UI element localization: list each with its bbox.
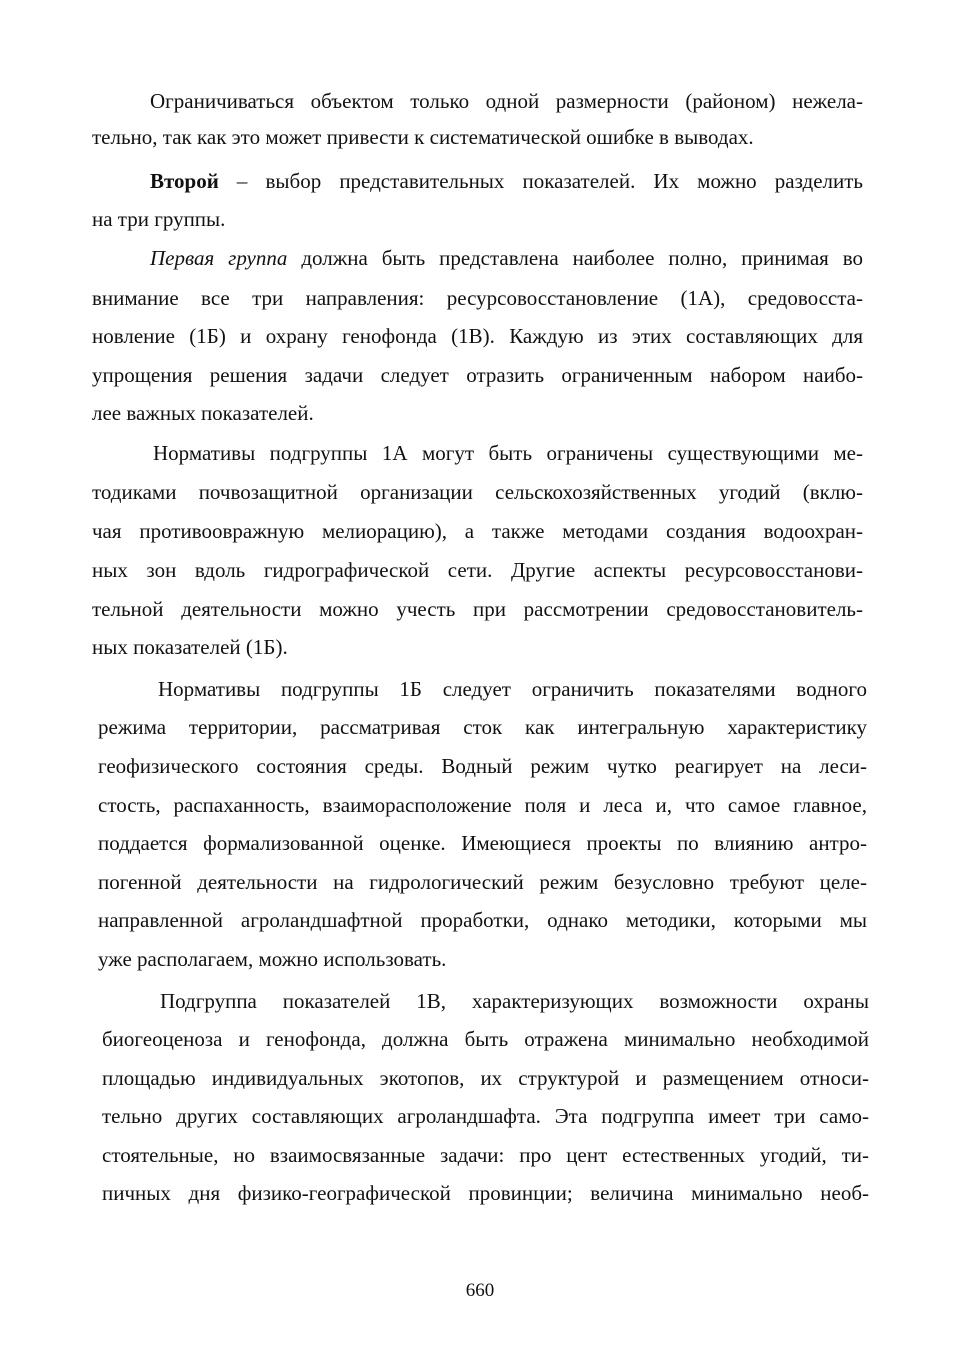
paragraph-4-line-3: чая противоовражную мелиорацию), а также методами создания водоохран-: [92, 519, 863, 543]
paragraph-5-line-3: геофизического состояния среды. Водный режим чутко реагирует на леси-: [98, 754, 867, 778]
paragraph-3-line-4: упрощения решения задачи следует отразить ограниченным набором наибо-: [92, 363, 863, 387]
paragraph-5-line-6: погенной деятельности на гидрологический режим безусловно требуют целе-: [98, 870, 867, 894]
paragraph-2-lead: Второй: [150, 169, 219, 193]
paragraph-4-line-6: ных показателей (1Б).: [92, 635, 288, 659]
paragraph-5-line-4: стость, распаханность, взаиморасположение поля и леса и, что самое главное,: [98, 793, 867, 817]
paragraph-6-line-5: стоятельные, но взаимосвязанные задачи: про цент естественных угодий, ти-: [102, 1143, 869, 1167]
paragraph-6-line-3: площадью индивидуальных экотопов, их структурой и размещением относи-: [102, 1066, 869, 1090]
paragraph-6-line-2: биогеоценоза и генофонда, должна быть отражена минимально необходимой: [102, 1027, 869, 1051]
paragraph-3-lead: Первая группа: [150, 246, 288, 270]
paragraph-5-line-1: Нормативы подгруппы 1Б следует ограничить показателями водного: [158, 677, 867, 701]
page-number: 660: [465, 1280, 495, 1301]
paragraph-3-line-3: новление (1Б) и охрану генофонда (1В). Каждую из этих составляющих для: [92, 324, 863, 348]
paragraph-2-line-1: [150, 168, 863, 194]
paragraph-1-line-1: Ограничиваться объектом только одной размерности (районом) нежела-: [150, 89, 863, 113]
paragraph-5-line-5: поддается формализованной оценке. Имеющиеся проекты по влиянию антро-: [98, 831, 867, 855]
paragraph-5-line-8: уже располагаем, можно использовать.: [98, 947, 447, 971]
paragraph-4-line-2: тодиками почвозащитной организации сельскохозяйственных угодий (вклю-: [92, 480, 863, 504]
paragraph-4-line-4: ных зон вдоль гидрографической сети. Другие аспекты ресурсовосстанови-: [92, 558, 863, 582]
paragraph-3-line-1-text: должна быть представлена наиболее полно, принимая во: [287, 246, 863, 270]
paragraph-6-line-4: тельно других составляющих агроландшафта. Эта подгруппа имеет три само-: [102, 1104, 869, 1128]
paragraph-5-line-2: режима территории, рассматривая сток как интегральную характеристику: [98, 715, 867, 739]
paragraph-3-line-2: внимание все три направления: ресурсовосстановление (1А), средовосста-: [92, 286, 863, 310]
paragraph-2-line-2: на три группы.: [92, 207, 226, 231]
paragraph-4-line-1: Нормативы подгруппы 1А могут быть ограничены существующими ме-: [153, 441, 863, 465]
paragraph-4-line-5: тельной деятельности можно учесть при рассмотрении средовосстановитель-: [92, 597, 863, 621]
paragraph-6-line-6: пичных дня физико-географической провинции; величина минимально необ-: [102, 1181, 869, 1205]
paragraph-3-line-1: [150, 245, 863, 271]
paragraph-6-line-1: Подгруппа показателей 1В, характеризующих возможности охраны: [160, 989, 869, 1013]
paragraph-3-line-5: лее важных показателей.: [92, 401, 314, 425]
paragraph-1-line-2: тельно, так как это может привести к систематической ошибке в выводах.: [92, 125, 754, 149]
paragraph-5-line-7: направленной агроландшафтной проработки, однако методики, которыми мы: [98, 908, 867, 932]
paragraph-2-line-1-text: – выбор представительных показателей. Их можно разделить: [218, 169, 863, 193]
